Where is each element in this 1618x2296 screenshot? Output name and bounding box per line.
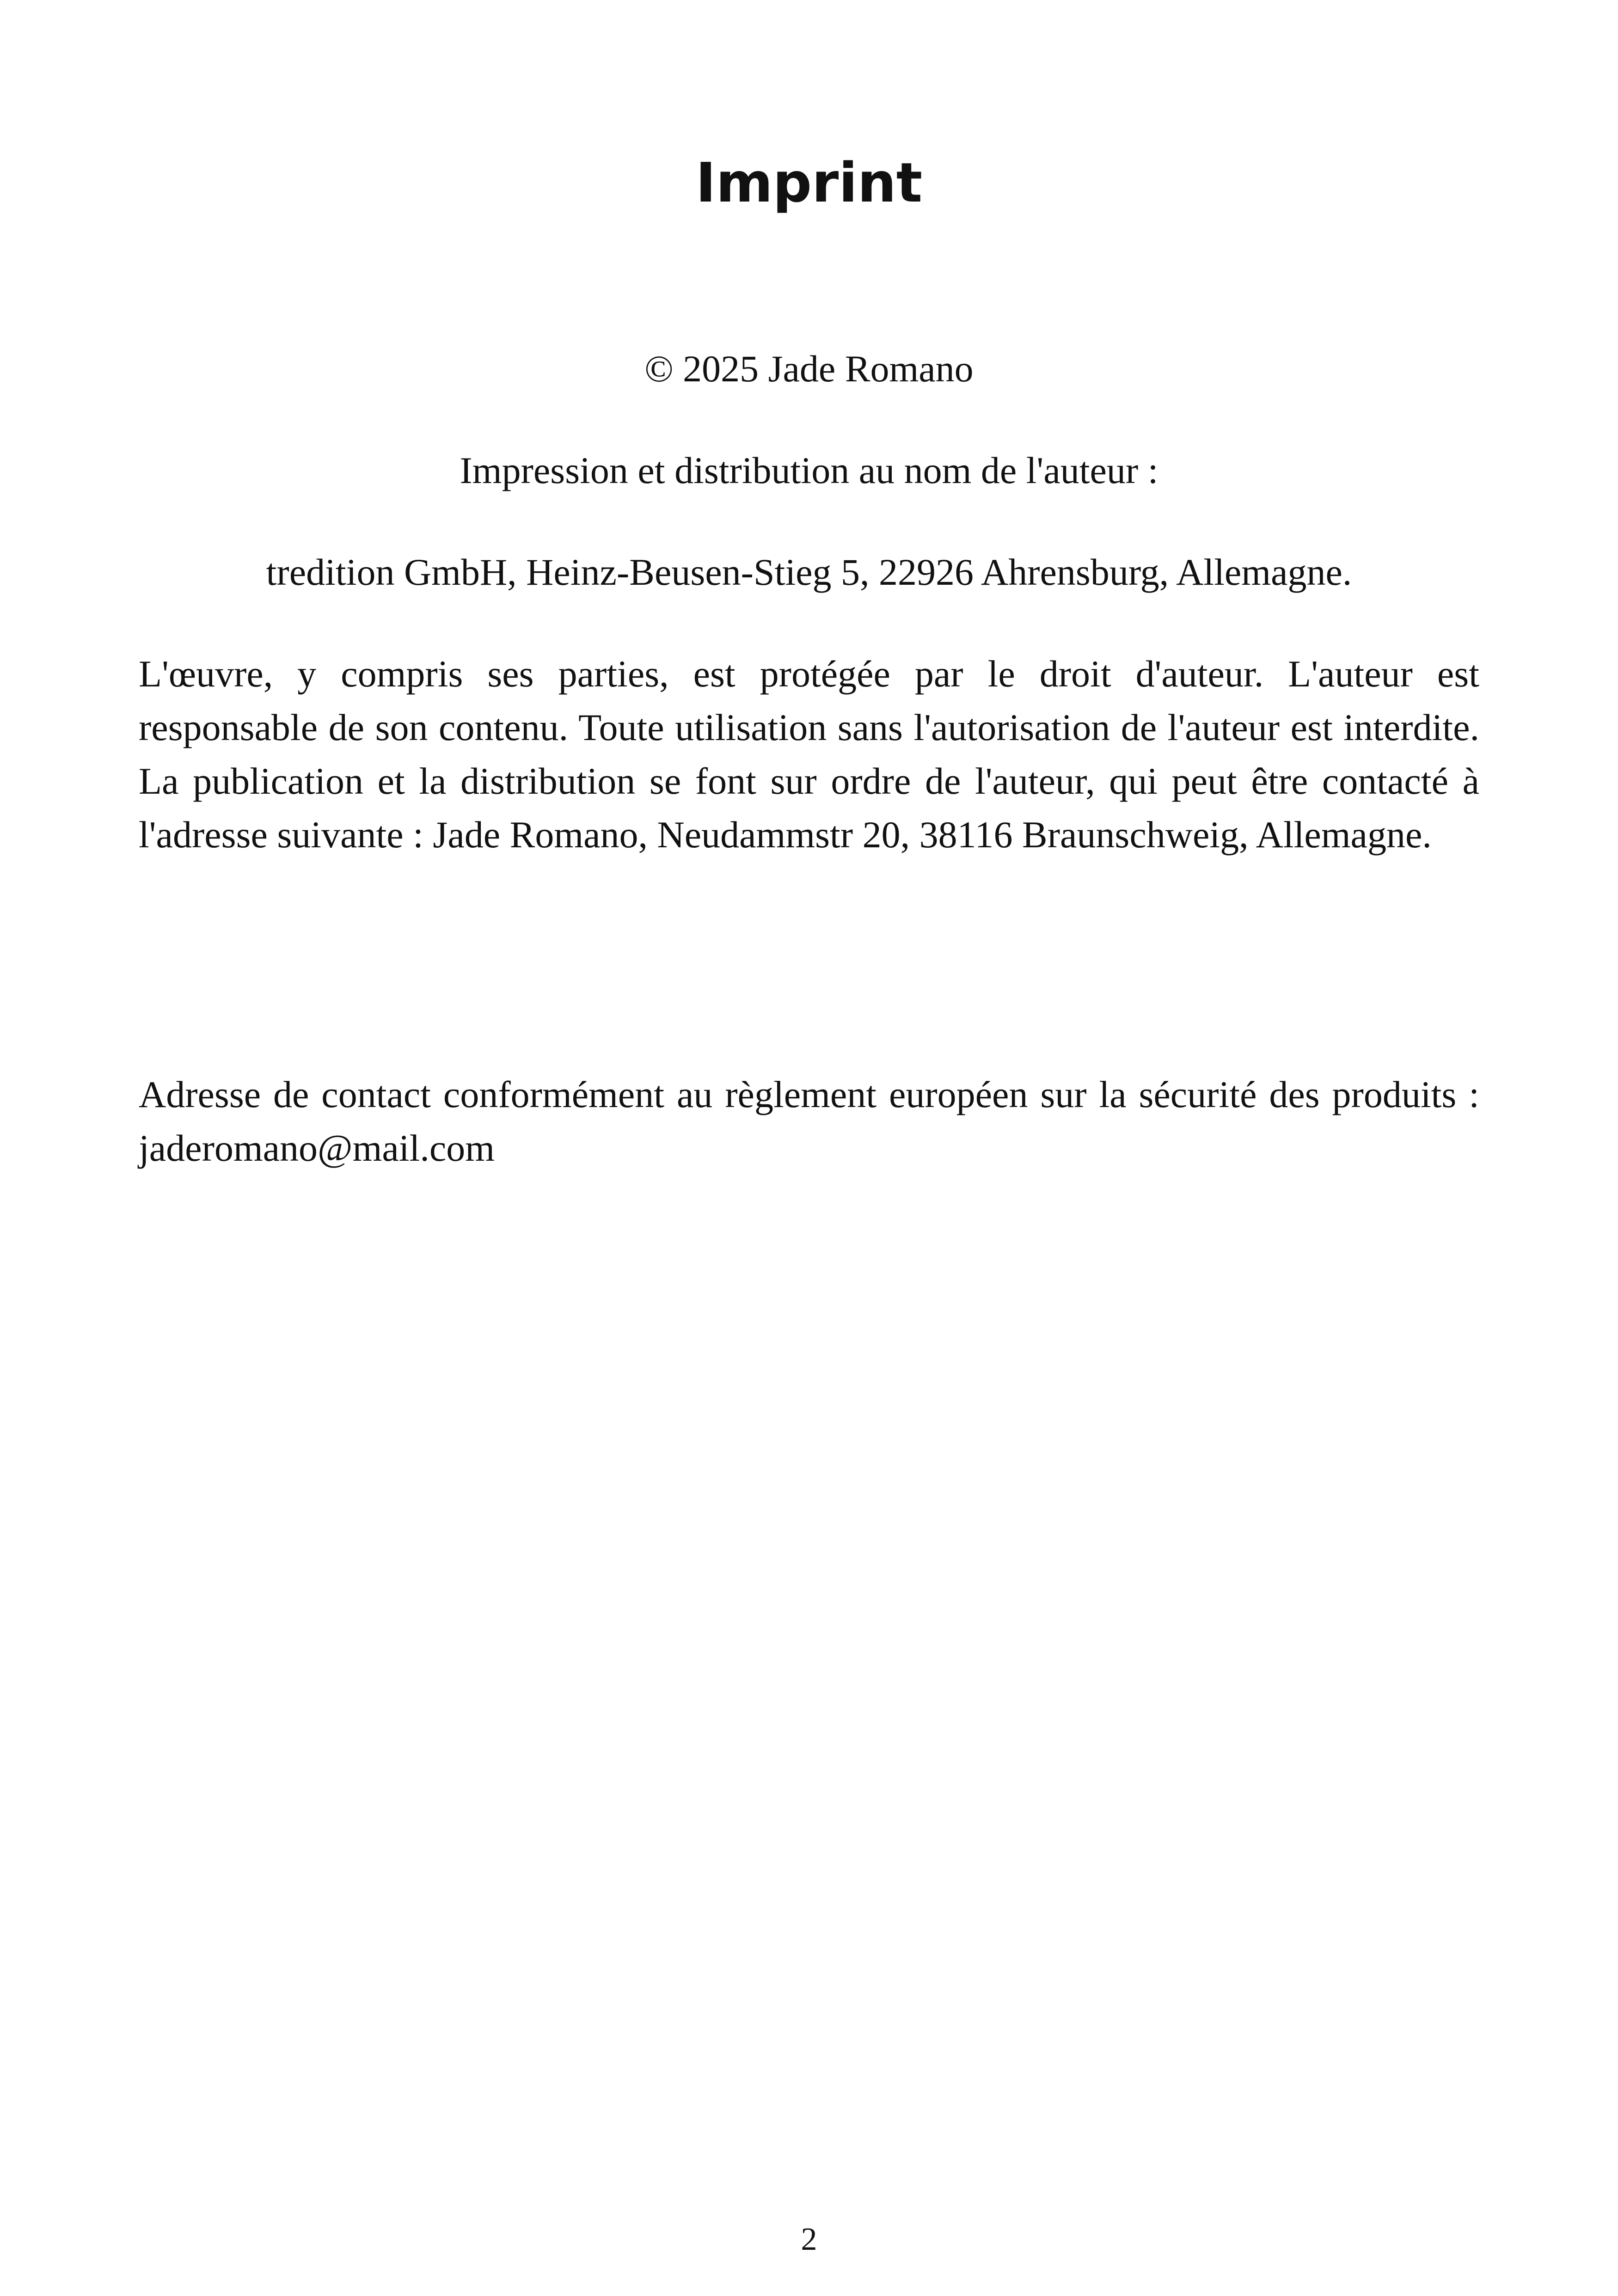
printing-intro-line: Impression et distribution au nom de l'auteur : (460, 449, 1158, 491)
copyright-line: © 2025 Jade Romano (644, 348, 974, 390)
publisher-address-line: tredition GmbH, Heinz-Beusen-Stieg 5, 22926 Ahrensburg, Allemagne. (266, 551, 1352, 593)
page-number: 2 (801, 2222, 817, 2257)
rights-paragraph: L'œuvre, y compris ses parties, est protégée par le droit d'auteur. L'auteur est responsable de son contenu. Toute utilisation sans l'autorisation de l'auteur est interdite. La publication et la distribution se font sur ordre de l'auteur, qui peut être contacté à l'adresse suivante : Jade Romano, Neudammstr 20, 38116 Braunschweig, Allemagne. (139, 653, 1479, 856)
page-title: Imprint (695, 151, 923, 214)
product-safety-contact-paragraph: Adresse de contact conformément au règlement européen sur la sécurité des produits : jaderomano@mail.com (139, 1073, 1479, 1169)
